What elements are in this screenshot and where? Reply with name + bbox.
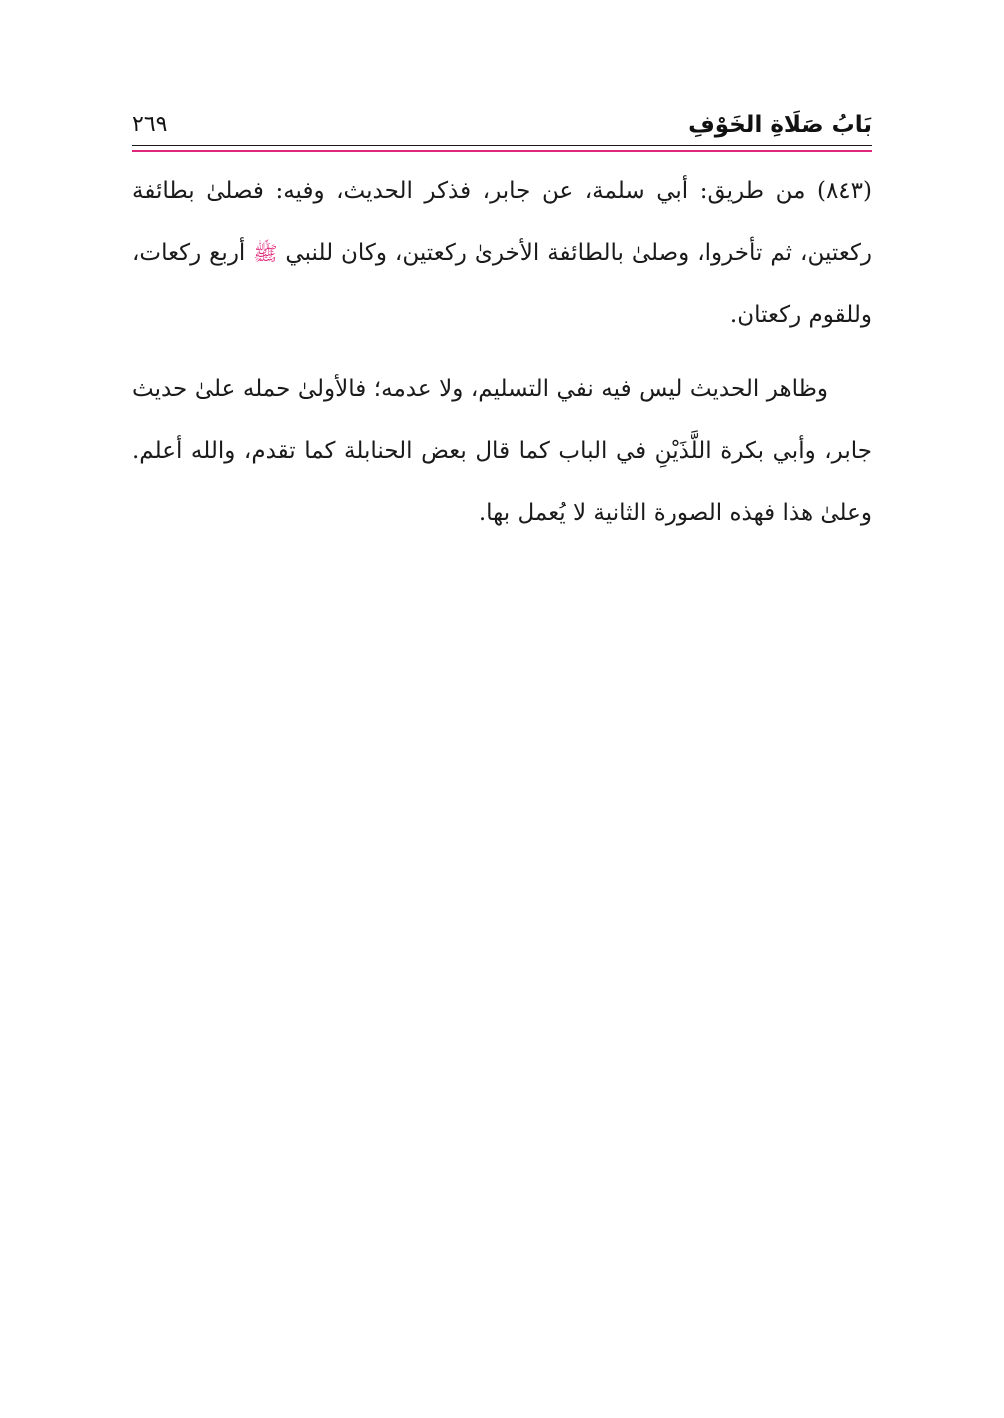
running-header — [132, 104, 872, 144]
salutation-symbol: ﷺ — [253, 241, 278, 265]
chapter-title: بَابُ صَلَاةِ الخَوْفِ — [688, 112, 872, 138]
page-number: ٢٦٩ — [132, 112, 168, 137]
paragraph-hadith-843 — [132, 160, 872, 346]
paragraph-1-text-start: (٨٤٣) من طريق: أبي سلمة، عن جابر، فذكر الحديث، وفيه: فصلىٰ بطائفة ركعتين، ثم تأخروا، وصلىٰ بالطائفة الأخرىٰ ركعتين، وكان للنبي — [132, 178, 872, 266]
header-rule-accent — [132, 150, 872, 152]
paragraph-1-text-end: أربع ركعات، وللقوم ركعتان. — [132, 240, 872, 328]
body-text — [132, 160, 872, 544]
header-rule-black — [132, 145, 872, 146]
paragraph-commentary: وظاهر الحديث ليس فيه نفي التسليم، ولا عدمه؛ فالأولىٰ حمله علىٰ حديث جابر، وأبي بكرة اللَّذَيْنِ في الباب كما قال بعض الحنابلة كما تقدم، والله أعلم. وعلىٰ هذا فهذه الصورة الثانية لا يُعمل بها. — [132, 376, 872, 526]
